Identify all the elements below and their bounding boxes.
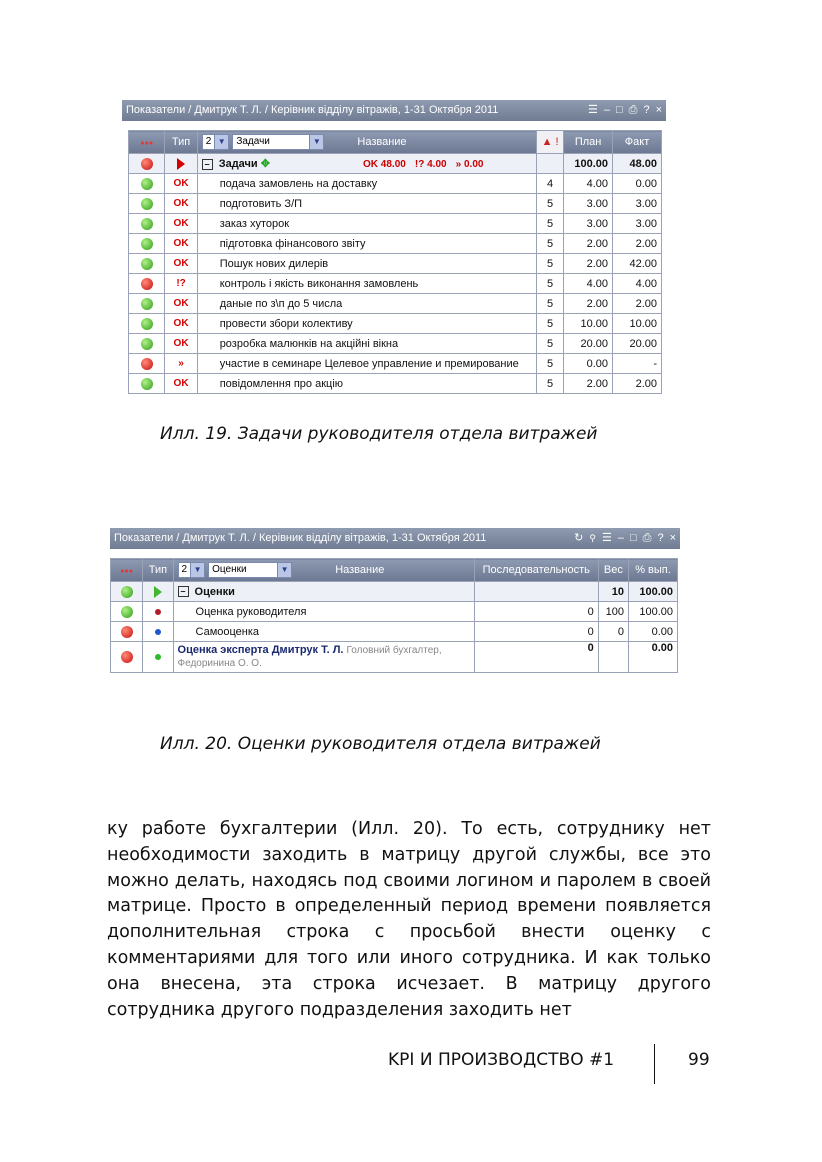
summary-name: Задачи [218, 158, 258, 170]
task-weight: 5 [537, 234, 564, 254]
task-weight: 5 [537, 334, 564, 354]
status-green-icon [141, 218, 153, 230]
status-green-icon [141, 298, 153, 310]
task-row[interactable] [129, 314, 662, 334]
move-icon: ✥ [260, 158, 270, 170]
task-type: !? [165, 274, 197, 294]
task-fact: 3.00 [613, 194, 662, 214]
status-green-icon [141, 238, 153, 250]
task-row[interactable] [129, 194, 662, 214]
task-weight: 5 [537, 194, 564, 214]
expert-pct: 0.00 [628, 642, 677, 673]
task-name: Пошук нових дилерів [197, 254, 536, 274]
task-name: повідомлення про акцію [197, 374, 536, 394]
tasks-summary-row[interactable] [129, 154, 662, 174]
task-fact: 2.00 [613, 294, 662, 314]
fact-col-header[interactable]: Факт [613, 131, 662, 154]
tasks-header-row [129, 131, 662, 154]
status-green-icon [121, 606, 133, 618]
task-type: OK [165, 374, 197, 394]
task-name: підготовка фінансового звіту [197, 234, 536, 254]
task-type: OK [165, 194, 197, 214]
group-select[interactable]: Оценки [208, 562, 278, 578]
tasks-table [128, 130, 662, 394]
task-weight: 5 [537, 354, 564, 374]
status-red-icon [121, 626, 133, 638]
minimize-icon[interactable]: – [617, 532, 624, 544]
task-row[interactable] [129, 214, 662, 234]
close-icon[interactable]: × [669, 532, 676, 544]
task-plan: 3.00 [564, 214, 613, 234]
task-name: подготовить З/П [197, 194, 536, 214]
tasks-body [129, 174, 662, 394]
tasks-titlebar [122, 100, 666, 121]
maximize-icon[interactable]: □ [629, 532, 637, 544]
task-weight: 5 [537, 274, 564, 294]
type-col-header[interactable]: Тип [143, 559, 173, 582]
task-row[interactable] [129, 294, 662, 314]
expert-seq: 0 [474, 642, 598, 673]
task-plan: 2.00 [564, 234, 613, 254]
print-icon[interactable]: ⎙ [628, 104, 638, 116]
summary-plan: 100.00 [564, 154, 613, 174]
task-plan: 4.00 [564, 174, 613, 194]
weight-col-header[interactable]: Вес [598, 559, 628, 582]
ratings-toolbar [574, 528, 676, 549]
task-type: OK [165, 314, 197, 334]
rating-name: Самооценка [173, 622, 474, 642]
play-icon [154, 586, 162, 598]
expert-role: Головний бухгалтер, [346, 645, 442, 656]
status-mark-icon [155, 654, 161, 660]
summary-pct: 100.00 [628, 582, 677, 602]
summary-fwd: » 0.00 [455, 159, 484, 170]
task-plan: 20.00 [564, 334, 613, 354]
pct-col-header[interactable]: % вып. [628, 559, 677, 582]
expert-evaluator: Федоринина О. О. [177, 658, 262, 669]
collapse-icon[interactable]: – [178, 586, 189, 597]
ratings-table [110, 558, 678, 673]
type-col-header[interactable]: Тип [165, 131, 197, 154]
task-fact: 20.00 [613, 334, 662, 354]
name-col-header [173, 559, 474, 582]
ratings-header-row [111, 559, 678, 582]
task-type: OK [165, 254, 197, 274]
task-plan: 10.00 [564, 314, 613, 334]
task-weight: 5 [537, 254, 564, 274]
task-fact: 42.00 [613, 254, 662, 274]
ratings-summary-row[interactable] [111, 582, 678, 602]
refresh-icon[interactable]: ↻ [574, 532, 584, 544]
level-select[interactable]: 2 [178, 562, 192, 578]
status-green-icon [141, 198, 153, 210]
task-weight: 5 [537, 214, 564, 234]
summary-weight: 10 [598, 582, 628, 602]
task-weight: 5 [537, 294, 564, 314]
maximize-icon[interactable]: □ [615, 104, 623, 116]
rating-seq: 0 [474, 622, 598, 642]
task-fact: 2.00 [613, 234, 662, 254]
ratings-titlebar [110, 528, 680, 549]
page-number: 99 [688, 1050, 710, 1070]
rating-row[interactable] [111, 622, 678, 642]
task-type: OK [165, 214, 197, 234]
task-name: контроль і якість виконання замовлень [197, 274, 536, 294]
task-plan: 4.00 [564, 274, 613, 294]
search-icon[interactable]: ⚲ [589, 533, 596, 543]
tasks-breadcrumb: Показатели / Дмитрук Т. Л. / Керівник відділу вітражів, 1-31 Октября 2011 [126, 104, 499, 116]
task-weight: 4 [537, 174, 564, 194]
task-fact: - [613, 354, 662, 374]
chevron-down-icon[interactable]: ▼ [190, 562, 205, 578]
task-plan: 3.00 [564, 194, 613, 214]
task-plan: 0.00 [564, 354, 613, 374]
rating-weight: 100 [598, 602, 628, 622]
body-paragraph: ку работе бухгалтерии (Илл. 20). То есть, сотруднику нет необходимости заходить в матрицу другой службы, все это можно делать, находясь под своими логином и паролем в своей матрице. Просто в определенный период времени появляется дополнительная строка с просьбой внести оценку с комментариями для того или иного сотрудника. И как только она внесена, эта строка исчезает. В матрицу другого сотрудника другого подразделения заходить нет [107, 819, 711, 1020]
task-type: OK [165, 174, 197, 194]
task-row[interactable] [129, 174, 662, 194]
task-name: провести збори колективу [197, 314, 536, 334]
chevron-down-icon[interactable]: ▼ [309, 134, 324, 150]
status-green-icon [141, 258, 153, 270]
status-green-icon [141, 318, 153, 330]
status-red-icon [141, 158, 153, 170]
task-row[interactable] [129, 274, 662, 294]
name-col-label[interactable]: Название [357, 135, 407, 148]
status-red-icon [141, 278, 153, 290]
rating-weight: 0 [598, 622, 628, 642]
summary-name: Оценки [194, 585, 235, 598]
task-row[interactable] [129, 234, 662, 254]
ratings-panel [110, 528, 680, 676]
task-fact: 4.00 [613, 274, 662, 294]
list-icon[interactable]: ☰ [601, 532, 612, 544]
ratings-breadcrumb: Показатели / Дмитрук Т. Л. / Керівник відділу вітражів, 1-31 Октября 2011 [114, 532, 487, 544]
status-mark-icon [155, 629, 161, 635]
task-weight: 5 [537, 314, 564, 334]
summary-fact: 48.00 [613, 154, 662, 174]
name-col-header [197, 131, 536, 154]
seq-col-header[interactable]: Последовательность [474, 559, 598, 582]
task-name: участие в семинаре Целевое управление и премирование [197, 354, 536, 374]
task-plan: 2.00 [564, 294, 613, 314]
task-row[interactable] [129, 254, 662, 274]
group-select[interactable]: Задачи [232, 134, 310, 150]
collapse-icon[interactable]: – [202, 159, 213, 170]
expert-name: Оценка эксперта Дмитрук Т. Л. [177, 644, 344, 656]
summary-ok: OK 48.00 [363, 159, 406, 170]
rating-name: Оценка руководителя [173, 602, 474, 622]
chevron-down-icon[interactable]: ▼ [277, 562, 292, 578]
expert-row[interactable] [111, 642, 678, 673]
task-row[interactable] [129, 334, 662, 354]
tasks-panel [122, 100, 666, 400]
task-type: » [165, 354, 197, 374]
plan-col-header[interactable]: План [564, 131, 613, 154]
task-name: заказ хуторок [197, 214, 536, 234]
help-icon[interactable]: ? [643, 104, 650, 116]
level-select[interactable]: 2 [202, 134, 216, 150]
task-type: OK [165, 234, 197, 254]
status-green-icon [141, 338, 153, 350]
task-name: подача замовлень на доставку [197, 174, 536, 194]
close-icon[interactable]: × [655, 104, 662, 116]
task-fact: 2.00 [613, 374, 662, 394]
task-fact: 10.00 [613, 314, 662, 334]
task-name: даные по з\п до 5 числа [197, 294, 536, 314]
name-col-label[interactable]: Название [335, 563, 385, 576]
rating-pct: 0.00 [628, 622, 677, 642]
footer-divider [654, 1044, 655, 1084]
task-type: OK [165, 294, 197, 314]
ratings-body [111, 602, 678, 642]
task-row[interactable] [129, 374, 662, 394]
task-row[interactable] [129, 354, 662, 374]
figure20-caption: Илл. 20. Оценки руководителя отдела витражей [160, 734, 601, 754]
print-icon[interactable]: ⎙ [642, 532, 652, 544]
task-fact: 0.00 [613, 174, 662, 194]
sort-col-header[interactable]: ▲ ! [537, 131, 564, 154]
task-name: розробка малюнків на акційні вікна [197, 334, 536, 354]
task-plan: 2.00 [564, 254, 613, 274]
chevron-down-icon[interactable]: ▼ [214, 134, 229, 150]
task-type: OK [165, 334, 197, 354]
list-icon[interactable]: ☰ [587, 104, 598, 116]
tasks-toolbar [588, 100, 662, 121]
help-icon[interactable]: ? [657, 532, 664, 544]
footer-section: KPI И ПРОИЗВОДСТВО #1 [388, 1050, 615, 1070]
figure19-caption: Илл. 19. Задачи руководителя отдела витражей [160, 424, 598, 444]
status-green-icon [141, 378, 153, 390]
rating-seq: 0 [474, 602, 598, 622]
play-icon [177, 158, 185, 170]
task-fact: 3.00 [613, 214, 662, 234]
status-col-header[interactable]: ●●● [111, 559, 143, 582]
status-col-header[interactable]: ●●● [129, 131, 165, 154]
status-red-icon [141, 358, 153, 370]
status-red-icon [121, 651, 133, 663]
task-weight: 5 [537, 374, 564, 394]
rating-pct: 100.00 [628, 602, 677, 622]
status-mark-icon [155, 609, 161, 615]
summary-warn: !? 4.00 [414, 159, 447, 170]
status-green-icon [141, 178, 153, 190]
rating-row[interactable] [111, 602, 678, 622]
task-plan: 2.00 [564, 374, 613, 394]
status-green-icon [121, 586, 133, 598]
minimize-icon[interactable]: – [603, 104, 610, 116]
